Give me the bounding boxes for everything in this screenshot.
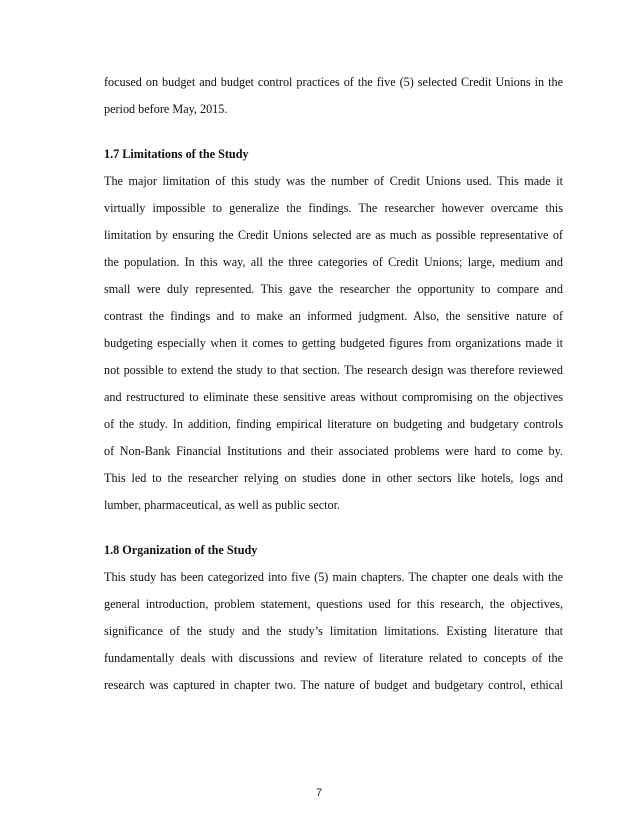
paragraph-line: This study has been categorized into five (5) main chapters. The chapter one deals with the bbox=[104, 570, 563, 584]
paragraph-line: The major limitation of this study was the number of Credit Unions used. This made it bbox=[104, 174, 563, 188]
paragraph-line: contrast the findings and to make an informed judgment. Also, the sensitive nature of bbox=[104, 309, 563, 323]
paragraph-line: not possible to extend the study to that section. The research design was therefore reviewed bbox=[104, 363, 563, 377]
paragraph-line: the population. In this way, all the three categories of Credit Unions; large, medium and bbox=[104, 255, 563, 269]
paragraph-line: significance of the study and the study’s limitation limitations. Existing literature that bbox=[104, 624, 563, 638]
document-page bbox=[104, 69, 563, 699]
page-number: 7 bbox=[315, 787, 323, 799]
paragraph-line: lumber, pharmaceutical, as well as public sector. bbox=[104, 498, 341, 512]
organization-paragraph bbox=[104, 564, 563, 699]
paragraph-line: and restructured to eliminate these sensitive areas without compromising on the objectives bbox=[104, 390, 563, 404]
paragraph-line: focused on budget and budget control practices of the five (5) selected Credit Unions in the bbox=[104, 75, 563, 89]
paragraph-line: of Non-Bank Financial Institutions and their associated problems were hard to come by. bbox=[104, 444, 563, 458]
section-heading-limitations: 1.7 Limitations of the Study bbox=[104, 147, 249, 161]
paragraph-line: fundamentally deals with discussions and review of literature related to concepts of the bbox=[104, 651, 563, 665]
section-heading-organization: 1.8 Organization of the Study bbox=[104, 543, 258, 557]
paragraph-line: research was captured in chapter two. The nature of budget and budgetary control, ethical bbox=[104, 678, 563, 692]
limitations-paragraph bbox=[104, 168, 563, 519]
paragraph-line: budgeting especially when it comes to getting budgeted figures from organizations made it bbox=[104, 336, 563, 350]
paragraph-line: of the study. In addition, finding empirical literature on budgeting and budgetary controls bbox=[104, 417, 563, 431]
paragraph-line: limitation by ensuring the Credit Unions selected are as much as possible representative of bbox=[104, 228, 563, 242]
paragraph-line: virtually impossible to generalize the findings. The researcher however overcame this bbox=[104, 201, 563, 215]
paragraph-line: period before May, 2015. bbox=[104, 102, 228, 116]
paragraph-line: general introduction, problem statement, questions used for this research, the objectives, bbox=[104, 597, 563, 611]
intro-paragraph bbox=[104, 69, 563, 123]
paragraph-line: This led to the researcher relying on studies done in other sectors like hotels, logs and bbox=[104, 471, 563, 485]
paragraph-line: small were duly represented. This gave the researcher the opportunity to compare and bbox=[104, 282, 563, 296]
